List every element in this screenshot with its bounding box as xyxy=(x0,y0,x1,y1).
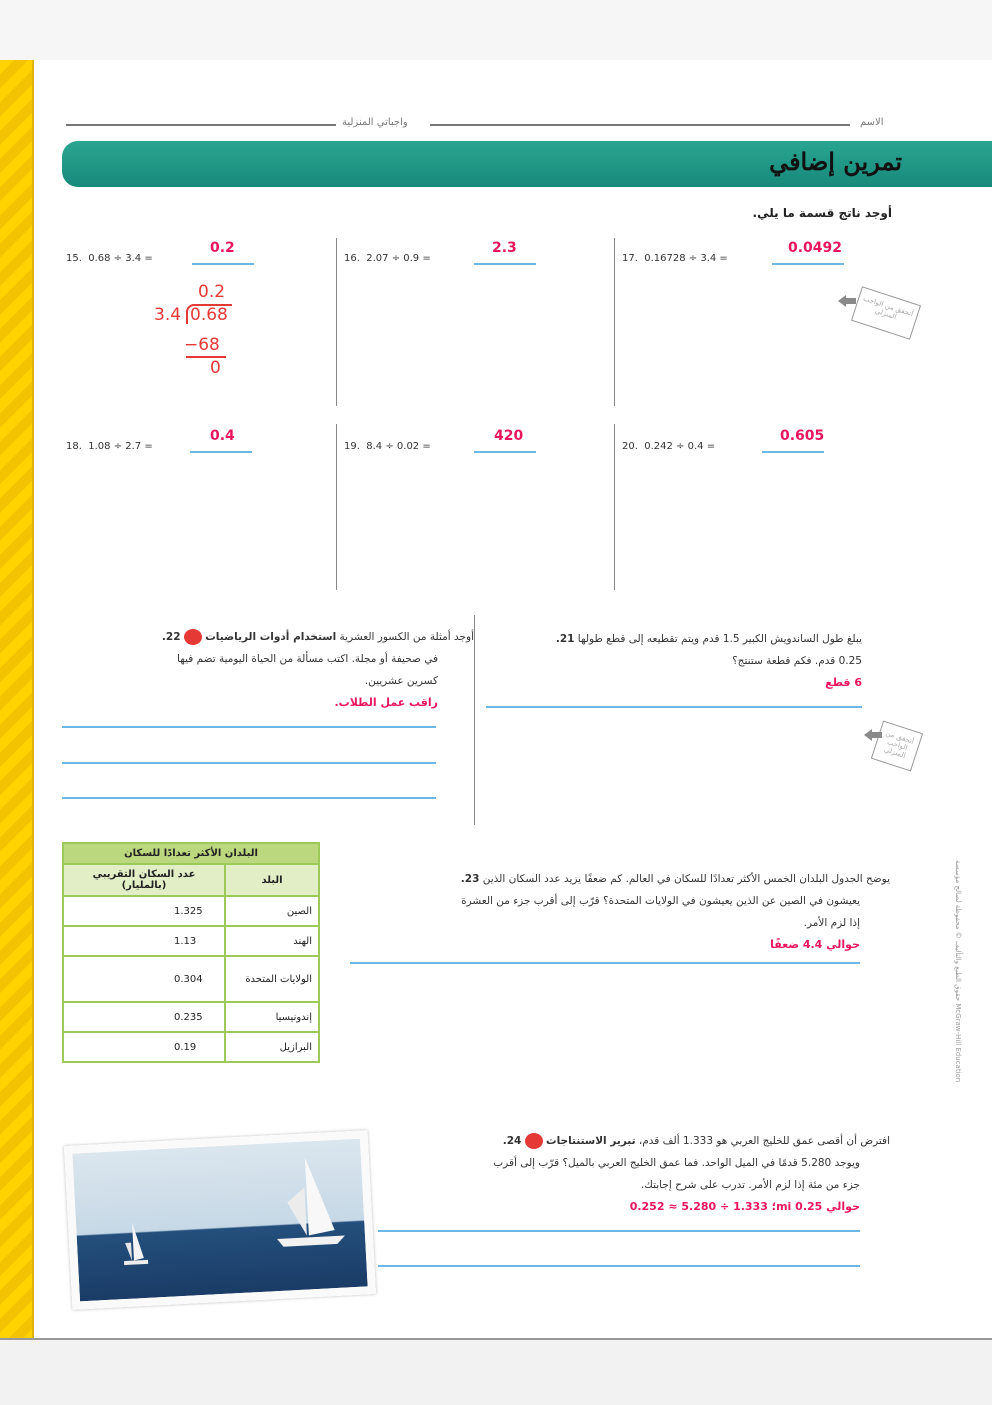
work-divisor: 3.4 xyxy=(154,305,182,325)
q23-text-line2: يعيشون في الصين عن الذين يعيشون في الولايات المتحدة؟ قرّب إلى أقرب جزء من العشرة xyxy=(461,895,860,907)
sailboat-photo xyxy=(64,1130,376,1310)
yellow-edge-stripe xyxy=(0,60,34,1338)
q21-text-line2: 0.25 قدم. فكم قطعة ستنتج؟ xyxy=(732,655,862,667)
column-divider xyxy=(614,424,615,590)
answer-line xyxy=(190,451,252,453)
answer-line xyxy=(762,451,824,453)
country-cell: الصين xyxy=(225,896,319,926)
table-title-row xyxy=(63,843,319,864)
answer-line xyxy=(62,797,436,799)
name-label: الاسم xyxy=(860,117,884,128)
q23-text-line3: إذا لزم الأمر. xyxy=(803,917,860,929)
q22-title: استخدام أدوات الرياضيات xyxy=(205,631,337,643)
population-table xyxy=(62,842,320,1063)
problem-16 xyxy=(344,253,431,264)
answer-19: 420 xyxy=(494,428,524,444)
answer-line xyxy=(62,762,436,764)
problem-number: 17. xyxy=(622,253,638,264)
problem-expression: 0.16728 ÷ 3.4 = xyxy=(644,253,728,264)
q21-number: 21. xyxy=(555,633,575,645)
q23-text-line1: يوضح الجدول البلدان الخمس الأكثر تعدادًا للسكان في العالم. كم ضعفًا يزيد عدد السكان الذين xyxy=(482,873,890,885)
work-subtract: −68 xyxy=(184,335,220,355)
pointing-hand-icon xyxy=(862,726,884,744)
question-22 xyxy=(62,626,474,714)
country-cell: الهند xyxy=(225,926,319,956)
problem-17 xyxy=(622,253,728,264)
q23-answer: حوالي 4.4 ضعفًا xyxy=(770,938,860,951)
q22-answer: راقب عمل الطلاب. xyxy=(334,696,438,709)
problem-number: 15. xyxy=(66,253,82,264)
population-cell: 1.13 xyxy=(63,926,225,956)
answer-line xyxy=(378,1230,860,1232)
question-23 xyxy=(350,868,890,956)
page-title: تمرين إضافي xyxy=(769,147,902,176)
table-row xyxy=(63,956,319,1002)
column-divider xyxy=(474,615,475,825)
q21-text-line1: يبلغ طول الساندويش الكبير 1.5 قدم ويتم تقطيعه إلى قطع طولها xyxy=(577,633,862,645)
page-top-margin xyxy=(0,0,992,60)
answer-line xyxy=(378,1265,860,1267)
table-row xyxy=(63,1032,319,1062)
problem-expression: 0.68 ÷ 3.4 = xyxy=(88,253,153,264)
answer-line xyxy=(350,962,860,964)
answer-line xyxy=(62,726,436,728)
work-remainder: 0 xyxy=(210,358,221,378)
q24-text-line1: افترض أن أقصى عمق للخليج العربي هو 1.333 ألف قدم، xyxy=(638,1135,890,1147)
q24-text-line3: جزء من مئة إذا لزم الأمر. تدرب على شرح إجابتك. xyxy=(640,1179,860,1191)
practice-badge-icon xyxy=(184,629,202,645)
copyright-side-text: حقوق الطبع والتأليف © محفوظة لصالح مؤسسة McGraw-Hill Education xyxy=(954,860,962,1083)
q22-number: 22. xyxy=(161,631,181,643)
note-text: أتحقق من الواجب المنزلي xyxy=(862,294,915,322)
answer-18: 0.4 xyxy=(210,428,235,444)
population-cell: 0.235 xyxy=(63,1002,225,1032)
answer-line xyxy=(192,263,254,265)
column-divider xyxy=(336,424,337,590)
problem-number: 20. xyxy=(622,441,638,452)
answer-line xyxy=(474,263,536,265)
homework-check-note xyxy=(851,286,921,339)
question-21 xyxy=(486,628,862,694)
country-cell: الولايات المتحدة xyxy=(225,956,319,1002)
population-cell: 0.19 xyxy=(63,1032,225,1062)
population-cell: 0.304 xyxy=(63,956,225,1002)
q21-answer: 6 قطع xyxy=(825,676,862,689)
q24-title: تبرير الاستنتاجات xyxy=(546,1135,636,1147)
table-row xyxy=(63,926,319,956)
answer-line xyxy=(474,451,536,453)
table-row xyxy=(63,896,319,926)
header-line-homework xyxy=(66,124,336,126)
note-text: أتحقق من الواجب المنزلي xyxy=(883,729,915,760)
problem-20 xyxy=(622,441,715,452)
problem-expression: 2.07 ÷ 0.9 = xyxy=(366,253,431,264)
column-divider xyxy=(614,238,615,406)
q24-text-line2: ويوجد 5.280 قدمًا في الميل الواحد. فما عمق الخليج العربي بالميل؟ قرّب إلى أقرب xyxy=(493,1157,860,1169)
q24-answer: حوالي 0.25 mi؛ 1.333 ÷ 5.280 ≈ 0.252 xyxy=(629,1200,860,1213)
answer-20: 0.605 xyxy=(780,428,825,444)
page-bottom-margin xyxy=(0,1338,992,1405)
q22-text-line2: في صحيفة أو مجلة. اكتب مسألة من الحياة اليومية تضم فيها xyxy=(177,653,438,665)
table-row xyxy=(63,1002,319,1032)
table-header-row xyxy=(63,864,319,896)
country-cell: البرازيل xyxy=(225,1032,319,1062)
homework-label: واجباتي المنزلية xyxy=(342,117,408,128)
column-header-country: البلد xyxy=(225,864,319,896)
problem-expression: 8.4 ÷ 0.02 = xyxy=(366,441,431,452)
column-header-population: عدد السكان التقريبي (بالمليار) xyxy=(63,864,225,896)
problem-number: 18. xyxy=(66,441,82,452)
population-cell: 1.325 xyxy=(63,896,225,926)
q22-text-line3: كسرين عشريين. xyxy=(364,675,438,687)
problem-number: 16. xyxy=(344,253,360,264)
instructions: أوجد ناتج قسمة ما يلي. xyxy=(752,206,892,220)
answer-17: 0.0492 xyxy=(788,240,843,256)
column-divider xyxy=(336,238,337,406)
problem-19 xyxy=(344,441,431,452)
practice-badge-icon xyxy=(525,1133,543,1149)
answer-line xyxy=(772,263,844,265)
work-quotient: 0.2 xyxy=(198,282,226,302)
answer-15: 0.2 xyxy=(210,240,235,256)
problem-number: 19. xyxy=(344,441,360,452)
q22-text-line1: أوجد أمثلة من الكسور العشرية xyxy=(339,631,474,643)
q23-number: 23. xyxy=(460,873,480,885)
problem-15 xyxy=(66,253,153,264)
question-24 xyxy=(378,1130,890,1218)
problem-expression: 1.08 ÷ 2.7 = xyxy=(88,441,153,452)
answer-line xyxy=(486,706,862,708)
work-dividend: 0.68 xyxy=(190,305,228,325)
problem-expression: 0.242 ÷ 0.4 = xyxy=(644,441,716,452)
header-line-name xyxy=(430,124,850,126)
sailboat-illustration xyxy=(72,1139,367,1302)
title-banner xyxy=(62,141,992,187)
problem-18 xyxy=(66,441,153,452)
q24-number: 24. xyxy=(502,1135,522,1147)
table-title: البلدان الأكثر تعدادًا للسكان xyxy=(63,843,319,864)
pointing-hand-icon xyxy=(836,292,858,310)
answer-16: 2.3 xyxy=(492,240,517,256)
country-cell: إندونيسيا xyxy=(225,1002,319,1032)
